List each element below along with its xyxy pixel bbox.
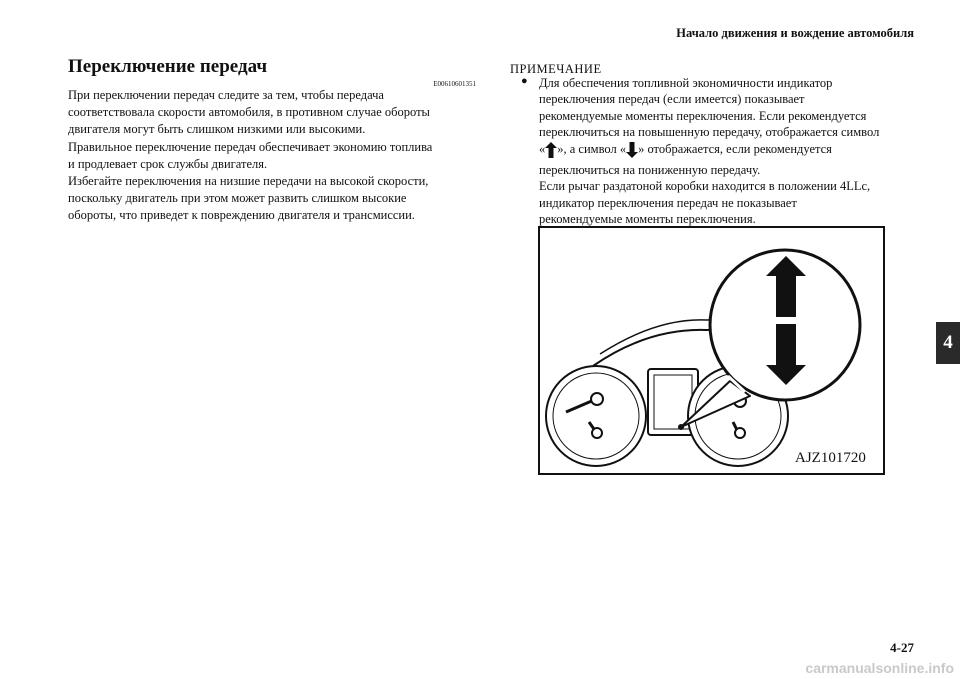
note-line: переключиться на пониженную передачу.: [539, 163, 761, 178]
watermark: carmanualsonline.info: [805, 660, 954, 676]
body-line: соответствовала скорости автомобиля, в противном случае обороты: [68, 105, 430, 120]
note-line: переключиться на повышенную передачу, отображается символ: [539, 125, 880, 140]
note-line: Если рычаг раздатоной коробки находится в положении 4LLc,: [539, 179, 871, 194]
page-number: 4-27: [890, 640, 914, 655]
note-line: переключения передач (если имеется) показывает: [539, 92, 805, 107]
note-heading: ПРИМЕЧАНИЕ: [510, 62, 602, 76]
down-arrow-icon: [626, 142, 638, 162]
note-line: индикатор переключения передач не показывает: [539, 195, 797, 210]
body-line: При переключении передач следите за тем, чтобы передача: [68, 88, 384, 102]
note-line: рекомендуемые моменты переключения.: [539, 212, 756, 227]
note-text: [539, 75, 939, 228]
symbol-mid-text: », а символ «: [557, 141, 627, 156]
chapter-tab: 4: [936, 322, 960, 364]
body-line: и продлевает срок службы двигателя.: [68, 156, 268, 171]
section-code: E00610601351: [433, 80, 476, 88]
quote-open: «: [539, 141, 546, 156]
note-symbol-line: [539, 141, 939, 162]
up-arrow-icon: [545, 142, 557, 162]
running-header: Начало движения и вождение автомобиля: [676, 26, 914, 40]
bullet-icon: ●: [521, 75, 528, 87]
body-line: Правильное переключение передач обеспечивает экономию топлива: [68, 139, 433, 154]
body-line: обороты, что приведет к повреждению двигателя и трансмиссии.: [68, 208, 415, 223]
body-text: [68, 87, 480, 225]
instrument-cluster-illustration: [538, 226, 885, 475]
note-line: Для обеспечения топливной экономичности индикатор: [539, 76, 833, 90]
figure-code: AJZ101720: [795, 450, 866, 466]
body-line: двигателя могут быть слишком низкими или высокими.: [68, 122, 366, 137]
body-line: поскольку двигатель при этом может развить слишком высокие: [68, 191, 407, 206]
symbol-tail-text: » отображается, если рекомендуется: [638, 141, 832, 156]
note-line: рекомендуемые моменты переключения. Если рекомендуется: [539, 108, 867, 123]
body-line: Избегайте переключения на низшие передачи на высокой скорости,: [68, 174, 429, 189]
section-title: Переключение передач: [68, 56, 268, 77]
